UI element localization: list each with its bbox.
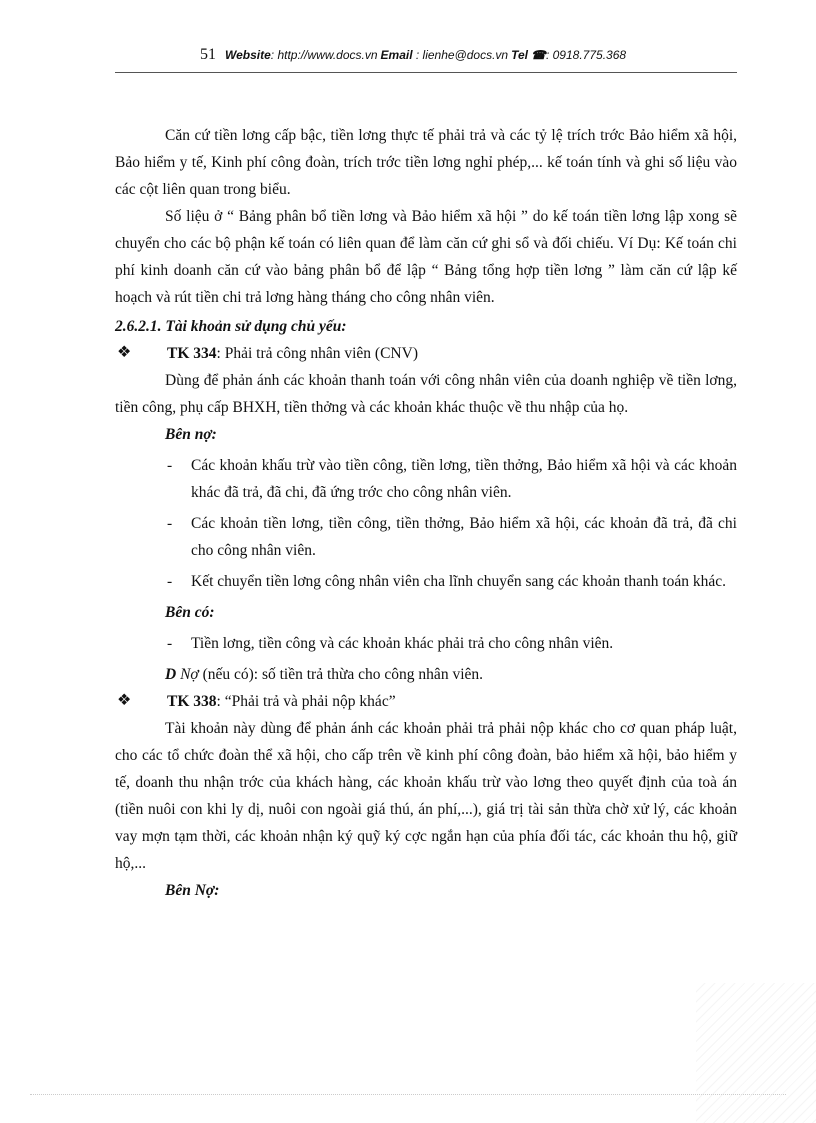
phone-icon: ☎ bbox=[531, 48, 546, 62]
paragraph-2: Số liệu ở “ Bảng phân bổ tiền lơng và Bảo hiểm xã hội ” do kế toán tiền lơng lập xong sẽ chuyển cho các bộ phận kế toán có liên quan để làm căn cứ ghi sổ và đối chiếu. Ví Dụ: Kế toán chi phí kinh doanh căn cứ vào bảng phân bổ để lập “ Bảng tổng hợp tiền lơng ” làm căn cứ lập kế hoạch và rút tiền chi trả lơng hàng tháng cho công nhân viên. bbox=[115, 208, 737, 306]
ben-no-item: - Các khoản khấu trừ vào tiền công, tiền lơng, tiền thởng, Bảo hiểm xã hội và các khoản khác đã trả, đã chi, đã ứng trớc cho công nhân viên. bbox=[167, 457, 737, 501]
page-number: 51 bbox=[200, 46, 216, 63]
section-heading: 2.6.2.1. Tài khoản sử dụng chủ yếu: bbox=[115, 318, 347, 335]
tk338-title: : “Phải trả và phải nộp khác” bbox=[216, 693, 396, 710]
document-body bbox=[115, 122, 737, 904]
ben-co-item: - Tiền lơng, tiền công và các khoản khác phải trả cho công nhân viên. bbox=[167, 635, 614, 652]
tel-value: : 0918.775.368 bbox=[545, 48, 627, 62]
tel-label: Tel bbox=[511, 48, 529, 62]
du-no-d: D bbox=[165, 666, 177, 683]
du-no-line bbox=[115, 661, 737, 688]
website-value: : http://www.docs.vn bbox=[270, 48, 378, 62]
paragraph-1: Căn cứ tiền lơng cấp bậc, tiền lơng thực tế phải trả và các tỷ lệ trích trớc Bảo hiểm xã hội, Bảo hiểm y tế, Kinh phí công đoàn, trích trớc tiền lơng nghỉ phép,... kế toán tính và ghi số liệu vào các cột liên quan trong biểu. bbox=[115, 127, 737, 198]
tk334-title: : Phải trả công nhân viên (CNV) bbox=[216, 345, 418, 362]
ben-no-label: Bên nợ: bbox=[165, 426, 217, 443]
tk334-code: TK 334 bbox=[167, 345, 217, 362]
tk334-description: Dùng để phản ánh các khoản thanh toán với công nhân viên của doanh nghiệp về tiền lơng, tiền công, phụ cấp BHXH, tiền thởng và các khoản khác thuộc về thu nhập của họ. bbox=[115, 372, 737, 416]
corner-watermark-pattern bbox=[696, 983, 816, 1123]
tk338-description: Tài khoản này dùng để phản ánh các khoản phải trả phải nộp khác cho cơ quan pháp luật, cho các tổ chức đoàn thể xã hội, cho cấp trên về kinh phí công đoàn, bảo hiểm xã hội, bảo hiểm y tế, doanh thu nhận trớc của khách hàng, các khoản khấu trừ vào lơng theo quyết định của toà án (tiền nuôi con khi ly dị, nuôi con ngoài giá thú, án phí,...), giá trị tài sản thừa chờ xử lý, các khoản vay mợn tạm thời, các khoản nhận ký quỹ ký cợc ngắn hạn của phía đối tác, các khoản thu hộ, giữ hộ,... bbox=[115, 720, 737, 872]
ben-no2-label: Bên Nợ: bbox=[165, 882, 220, 899]
ben-no-item: - Kết chuyển tiền lơng công nhân viên cha lĩnh chuyển sang các khoản thanh toán khác. bbox=[167, 573, 727, 590]
header-divider bbox=[115, 72, 737, 73]
ben-no-item: - Các khoản tiền lơng, tiền công, tiền thởng, Bảo hiểm xã hội, các khoản đã trả, đã chi cho công nhân viên. bbox=[167, 515, 737, 559]
email-value: : lienhe@docs.vn bbox=[412, 48, 509, 62]
bullet-tk338 bbox=[115, 688, 737, 715]
diamond-cluster-icon: ❖ bbox=[117, 692, 132, 709]
du-no-text: (nếu có): số tiền trả thừa cho công nhân viên. bbox=[198, 666, 484, 683]
page-header bbox=[200, 46, 760, 64]
du-no-label: Nợ bbox=[180, 666, 199, 683]
tk338-code: TK 338 bbox=[167, 693, 217, 710]
footer-dotted-rule bbox=[30, 1094, 786, 1095]
bullet-tk334 bbox=[115, 340, 737, 367]
email-label: Email bbox=[380, 48, 413, 62]
diamond-cluster-icon: ❖ bbox=[117, 344, 132, 361]
website-label: Website bbox=[225, 48, 271, 62]
ben-co-label: Bên có: bbox=[165, 604, 215, 621]
